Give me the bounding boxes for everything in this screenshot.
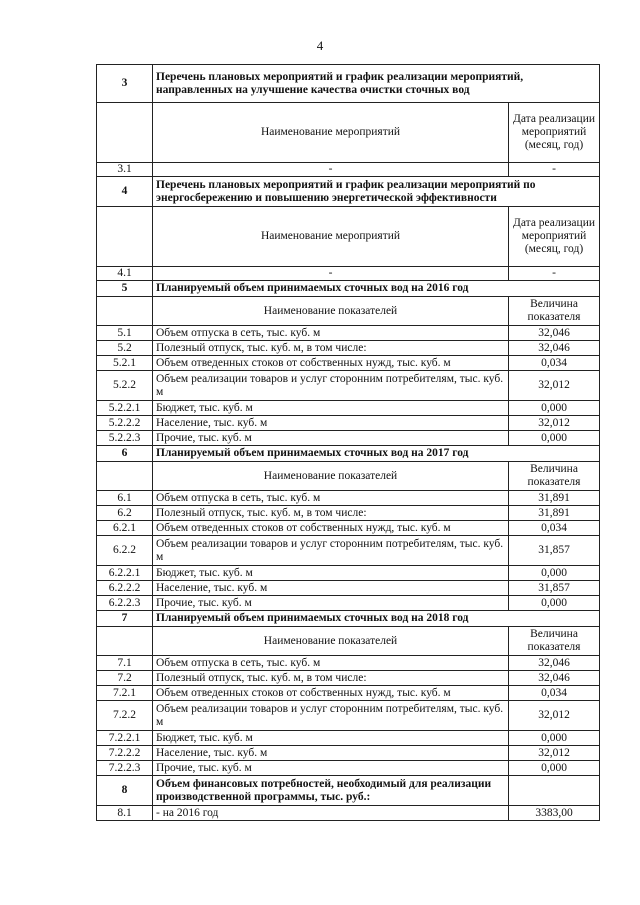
- row-number: 5.1: [97, 326, 153, 341]
- row-number: 5.2.1: [97, 356, 153, 371]
- row-number: 6.2.1: [97, 521, 153, 536]
- table-row: [97, 416, 600, 431]
- column-header-row: [97, 297, 600, 326]
- row-number: 3.1: [97, 163, 153, 177]
- section-header: [97, 65, 600, 103]
- row-name: Прочие, тыс. куб. м: [153, 596, 509, 611]
- section-title: Объем финансовых потребностей, необходимый для реализации производственной программы, тыс. руб.:: [153, 776, 509, 806]
- row-value: -: [509, 267, 600, 281]
- row-number: 7.1: [97, 656, 153, 671]
- table-row: [97, 806, 600, 821]
- row-number: 6.2.2: [97, 536, 153, 566]
- row-name: Население, тыс. куб. м: [153, 581, 509, 596]
- section-header: [97, 611, 600, 627]
- row-name: Население, тыс. куб. м: [153, 416, 509, 431]
- table-row: [97, 491, 600, 506]
- row-value: 0,000: [509, 731, 600, 746]
- section-header: [97, 281, 600, 297]
- row-value: 32,046: [509, 671, 600, 686]
- row-value: 32,012: [509, 746, 600, 761]
- section-header: [97, 177, 600, 207]
- table-row: [97, 401, 600, 416]
- row-name: -: [153, 267, 509, 281]
- row-name: Полезный отпуск, тыс. куб. м, в том числе:: [153, 506, 509, 521]
- row-value: 32,012: [509, 371, 600, 401]
- column-header-name: Наименование показателей: [153, 297, 509, 326]
- table-row: [97, 371, 600, 401]
- table-row: [97, 431, 600, 446]
- table-row: [97, 581, 600, 596]
- row-name: Объем отведенных стоков от собственных нужд, тыс. куб. м: [153, 356, 509, 371]
- column-header-value: Величина показателя: [509, 627, 600, 656]
- section-number: 3: [97, 65, 153, 103]
- row-value: 0,034: [509, 356, 600, 371]
- table-row: [97, 536, 600, 566]
- row-number: 4.1: [97, 267, 153, 281]
- row-value: 0,000: [509, 431, 600, 446]
- table-row: [97, 686, 600, 701]
- table-row: [97, 671, 600, 686]
- column-header-row: [97, 103, 600, 163]
- row-number: 7.2.2.2: [97, 746, 153, 761]
- row-name: Прочие, тыс. куб. м: [153, 431, 509, 446]
- row-value: 0,000: [509, 761, 600, 776]
- row-number: 5.2.2.3: [97, 431, 153, 446]
- row-number: 7.2: [97, 671, 153, 686]
- column-header-name: Наименование показателей: [153, 627, 509, 656]
- row-number: 5.2.2: [97, 371, 153, 401]
- row-number: 6.2.2.3: [97, 596, 153, 611]
- table-row: [97, 596, 600, 611]
- row-number: 6.1: [97, 491, 153, 506]
- row-value: 0,000: [509, 596, 600, 611]
- table-row: [97, 521, 600, 536]
- section-title: Планируемый объем принимаемых сточных вод на 2016 год: [153, 281, 600, 297]
- table-row: [97, 356, 600, 371]
- column-header-name: Наименование показателей: [153, 462, 509, 491]
- column-header-value: Величина показателя: [509, 462, 600, 491]
- row-value: 0,034: [509, 521, 600, 536]
- column-header-date: Дата реализации мероприятий (месяц, год): [509, 207, 600, 267]
- table-row: [97, 731, 600, 746]
- column-header-date: Дата реализации мероприятий (месяц, год): [509, 103, 600, 163]
- row-value: 0,000: [509, 401, 600, 416]
- row-number: 6.2: [97, 506, 153, 521]
- row-number: 7.2.2: [97, 701, 153, 731]
- row-name: Бюджет, тыс. куб. м: [153, 566, 509, 581]
- row-name: Полезный отпуск, тыс. куб. м, в том числе:: [153, 671, 509, 686]
- row-number: 8.1: [97, 806, 153, 821]
- section-title: Перечень плановых мероприятий и график реализации мероприятий, направленных на улучшение качества очистки сточных вод: [153, 65, 600, 103]
- row-name: Объем реализации товаров и услуг сторонним потребителям, тыс. куб. м: [153, 536, 509, 566]
- section-number: 5: [97, 281, 153, 297]
- row-name: Объем отведенных стоков от собственных нужд, тыс. куб. м: [153, 686, 509, 701]
- section-number: 4: [97, 177, 153, 207]
- section-header: [97, 446, 600, 462]
- section-title: Планируемый объем принимаемых сточных вод на 2018 год: [153, 611, 600, 627]
- column-header-row: [97, 462, 600, 491]
- row-number: 5.2: [97, 341, 153, 356]
- column-header-row: [97, 207, 600, 267]
- program-table: [96, 64, 600, 821]
- table-row: [97, 267, 600, 281]
- row-name: Бюджет, тыс. куб. м: [153, 401, 509, 416]
- row-value: 31,891: [509, 491, 600, 506]
- row-number: 7.2.1: [97, 686, 153, 701]
- column-header-name: Наименование мероприятий: [153, 103, 509, 163]
- row-value: 32,046: [509, 341, 600, 356]
- row-number: 6.2.2.2: [97, 581, 153, 596]
- table-row: [97, 701, 600, 731]
- row-name: - на 2016 год: [153, 806, 509, 821]
- row-value: 3383,00: [509, 806, 600, 821]
- column-header-row: [97, 627, 600, 656]
- row-value: 32,046: [509, 326, 600, 341]
- table-row: [97, 341, 600, 356]
- row-value: 0,000: [509, 566, 600, 581]
- table-row: [97, 326, 600, 341]
- row-name: -: [153, 163, 509, 177]
- table-row: [97, 656, 600, 671]
- row-name: Объем отпуска в сеть, тыс. куб. м: [153, 326, 509, 341]
- row-number: 5.2.2.1: [97, 401, 153, 416]
- row-number: 7.2.2.1: [97, 731, 153, 746]
- table-row: [97, 746, 600, 761]
- row-name: Население, тыс. куб. м: [153, 746, 509, 761]
- section-title: Перечень плановых мероприятий и график реализации мероприятий по энергосбережению и повышению энергетической эффективности: [153, 177, 600, 207]
- row-value: 32,012: [509, 701, 600, 731]
- row-name: Объем реализации товаров и услуг сторонним потребителям, тыс. куб. м: [153, 371, 509, 401]
- column-header-value: Величина показателя: [509, 297, 600, 326]
- row-value: -: [509, 163, 600, 177]
- section-number: 6: [97, 446, 153, 462]
- row-number: 7.2.2.3: [97, 761, 153, 776]
- row-value: 32,012: [509, 416, 600, 431]
- page-number: 4: [316, 38, 324, 53]
- section-header: [97, 776, 600, 806]
- column-header-name: Наименование мероприятий: [153, 207, 509, 267]
- table-row: [97, 566, 600, 581]
- row-name: Объем отпуска в сеть, тыс. куб. м: [153, 491, 509, 506]
- row-value: 32,046: [509, 656, 600, 671]
- row-number: 6.2.2.1: [97, 566, 153, 581]
- row-value: 31,857: [509, 536, 600, 566]
- row-name: Бюджет, тыс. куб. м: [153, 731, 509, 746]
- section-number: 7: [97, 611, 153, 627]
- row-name: Объем реализации товаров и услуг сторонним потребителям, тыс. куб. м: [153, 701, 509, 731]
- row-number: 5.2.2.2: [97, 416, 153, 431]
- row-name: Объем отведенных стоков от собственных нужд, тыс. куб. м: [153, 521, 509, 536]
- table-row: [97, 761, 600, 776]
- row-name: Полезный отпуск, тыс. куб. м, в том числе:: [153, 341, 509, 356]
- section-number: 8: [97, 776, 153, 806]
- row-name: Прочие, тыс. куб. м: [153, 761, 509, 776]
- row-value: 31,857: [509, 581, 600, 596]
- row-value: 31,891: [509, 506, 600, 521]
- table-row: [97, 163, 600, 177]
- row-value: 0,034: [509, 686, 600, 701]
- table-row: [97, 506, 600, 521]
- section-title: Планируемый объем принимаемых сточных вод на 2017 год: [153, 446, 600, 462]
- row-name: Объем отпуска в сеть, тыс. куб. м: [153, 656, 509, 671]
